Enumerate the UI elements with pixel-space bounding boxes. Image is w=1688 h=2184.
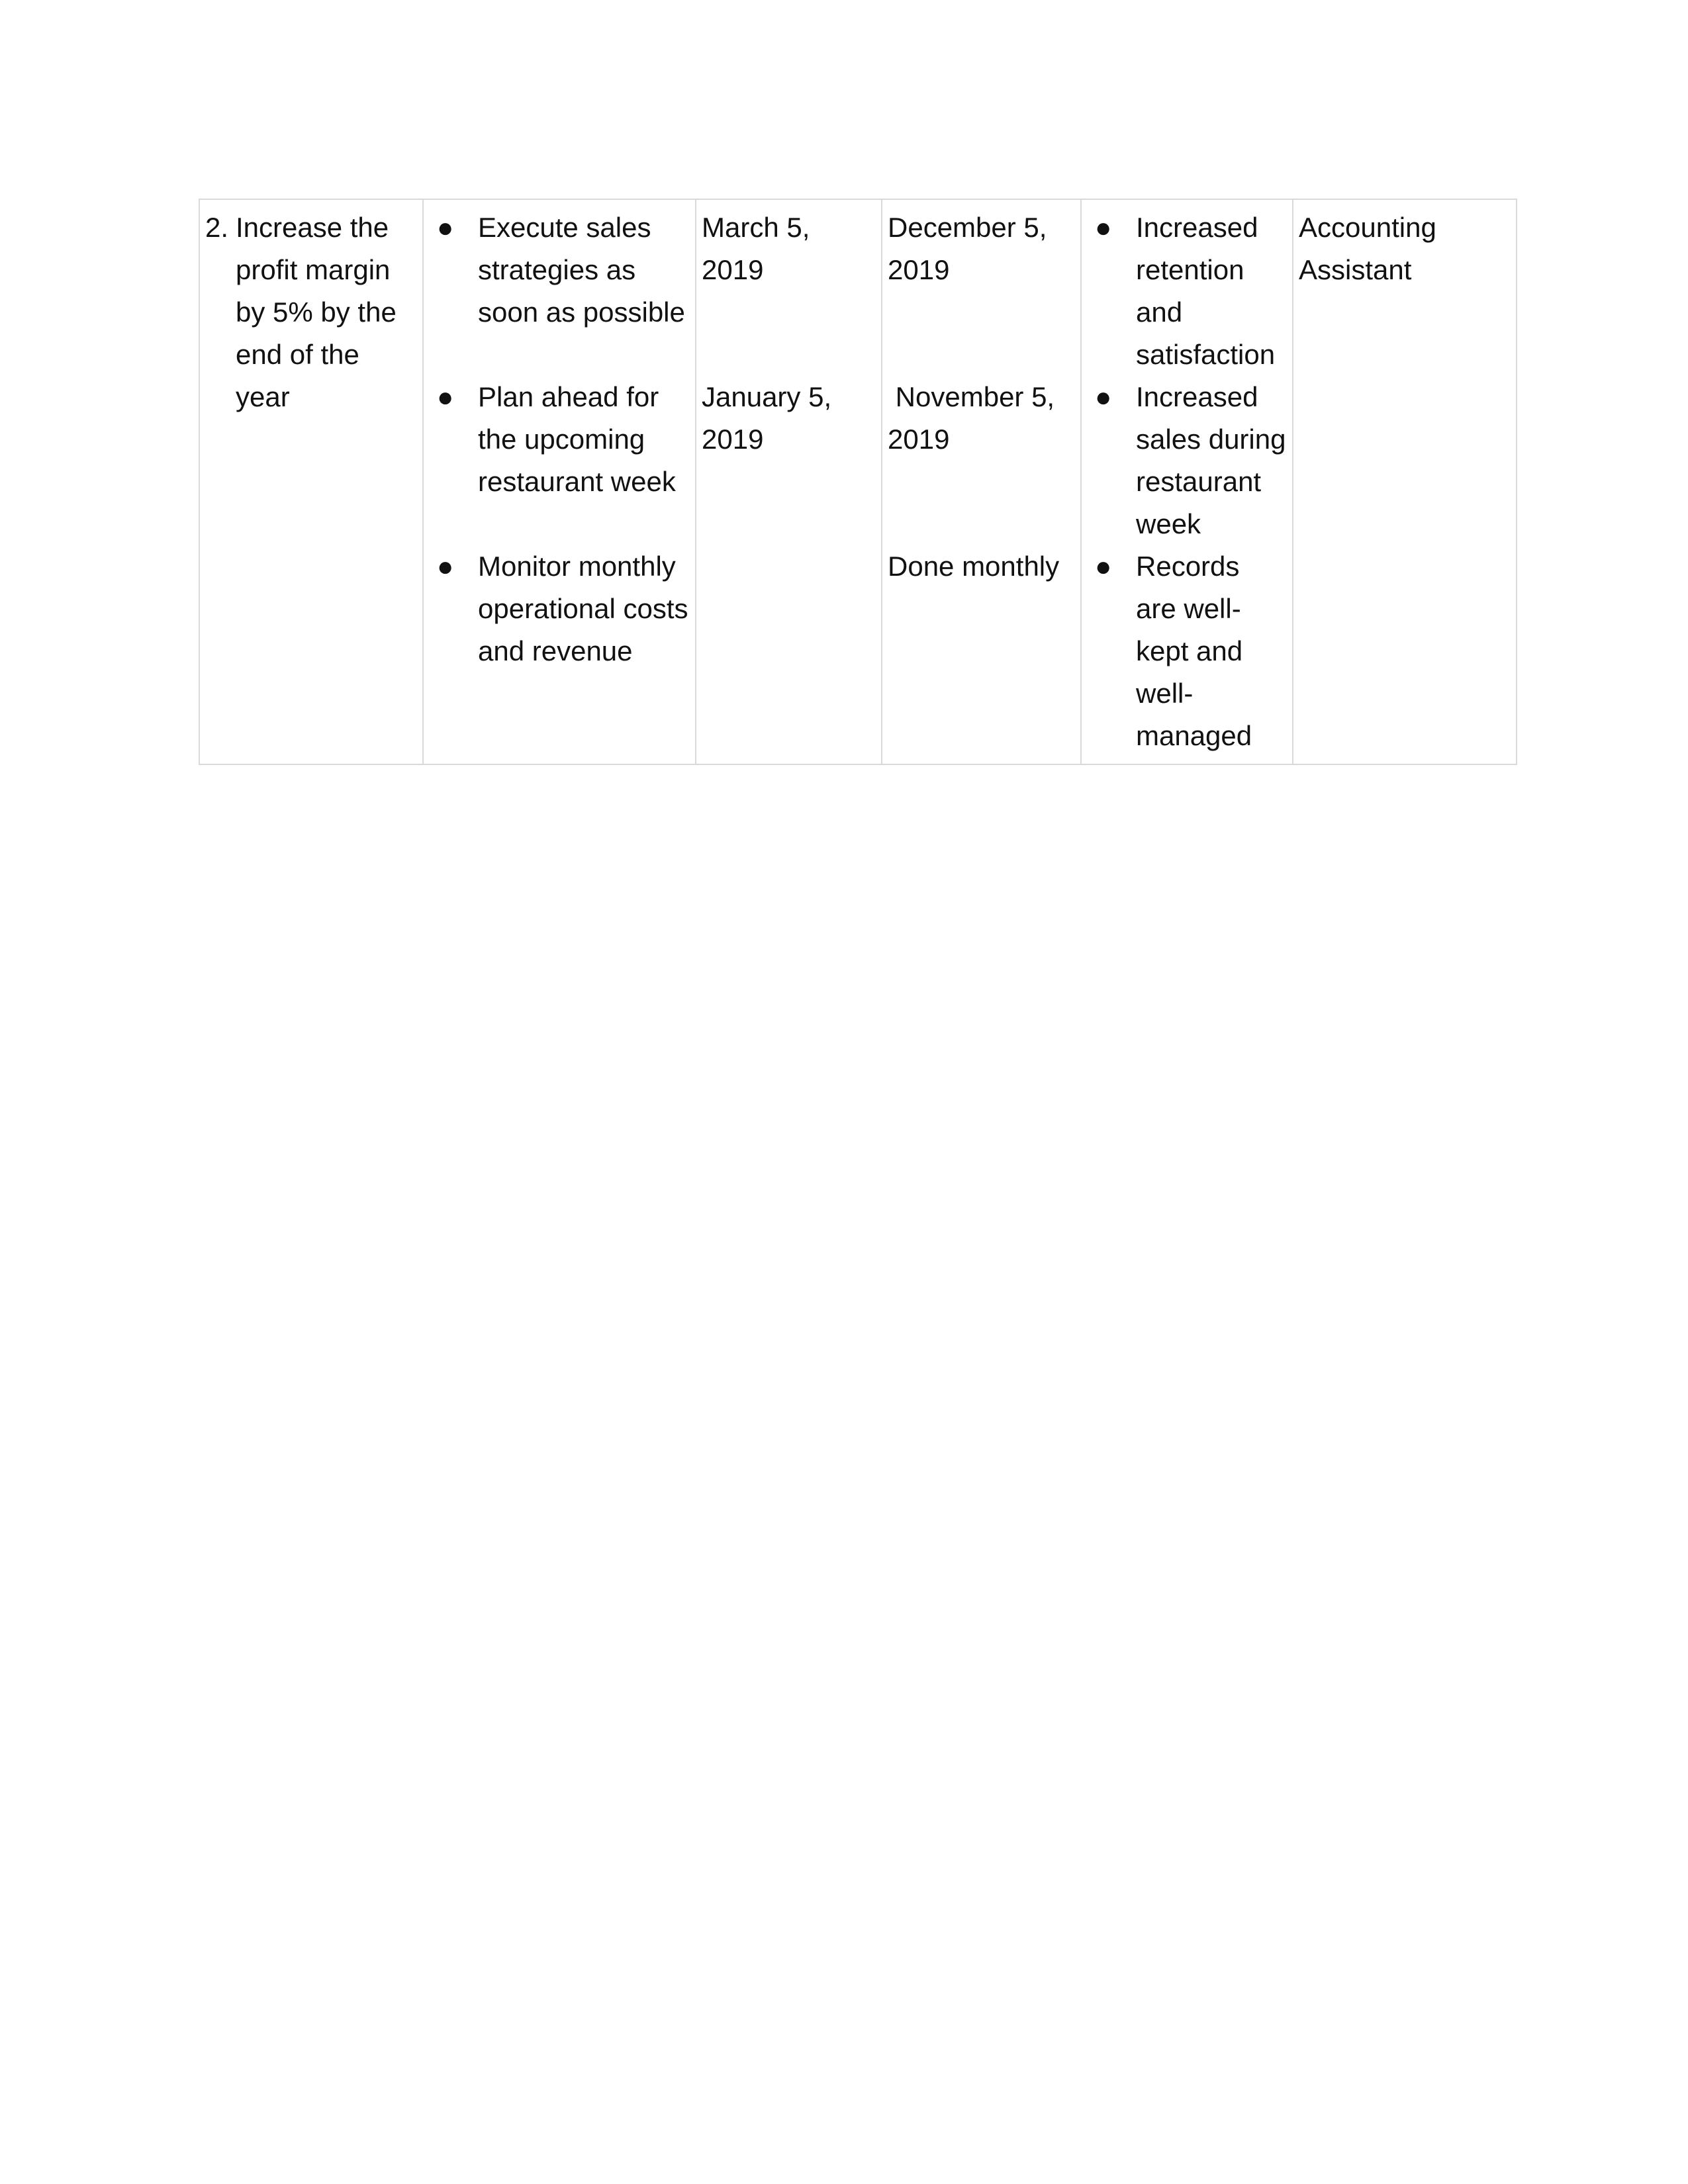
end-date: Done monthly bbox=[888, 551, 1060, 582]
goal-number: 2. bbox=[205, 212, 229, 243]
bullet-icon: ● bbox=[437, 551, 454, 582]
outcome-item bbox=[1087, 376, 1287, 545]
outcome-item bbox=[1087, 545, 1287, 757]
table-row bbox=[199, 199, 1517, 764]
outcome-text: Increased retention and satisfaction bbox=[1136, 212, 1276, 370]
start-date-cell bbox=[696, 199, 882, 764]
strategy-text: Monitor monthly operational costs and revenue bbox=[478, 551, 688, 666]
responsible-person: Accounting Assistant bbox=[1299, 212, 1436, 285]
end-date: December 5, 2019 bbox=[888, 212, 1047, 285]
responsible-cell bbox=[1293, 199, 1517, 764]
goal-text: Increase the profit margin by 5% by the end of the year bbox=[236, 212, 397, 412]
strategy-text: Execute sales strategies as soon as possible bbox=[478, 212, 685, 328]
bullet-icon: ● bbox=[437, 212, 454, 243]
outcome-item bbox=[1087, 206, 1287, 376]
strategy-item bbox=[429, 376, 690, 503]
start-date: March 5, 2019 bbox=[702, 212, 810, 285]
strategy-item bbox=[429, 206, 690, 334]
strategies-cell bbox=[423, 199, 696, 764]
goal-cell bbox=[199, 199, 423, 764]
strategy-item bbox=[429, 545, 690, 672]
bullet-icon: ● bbox=[1095, 551, 1112, 582]
outcome-text: Records are well-kept and well-managed bbox=[1136, 551, 1252, 751]
outcomes-cell bbox=[1081, 199, 1293, 764]
end-date: November 5, 2019 bbox=[888, 381, 1062, 455]
bullet-icon: ● bbox=[437, 381, 454, 412]
bullet-icon: ● bbox=[1095, 212, 1112, 243]
end-date-cell bbox=[882, 199, 1081, 764]
outcome-text: Increased sales during restaurant week bbox=[1136, 381, 1286, 539]
start-date: January 5, 2019 bbox=[702, 381, 832, 455]
action-plan-table bbox=[199, 199, 1517, 765]
strategy-text: Plan ahead for the upcoming restaurant week bbox=[478, 381, 676, 497]
bullet-icon: ● bbox=[1095, 381, 1112, 412]
